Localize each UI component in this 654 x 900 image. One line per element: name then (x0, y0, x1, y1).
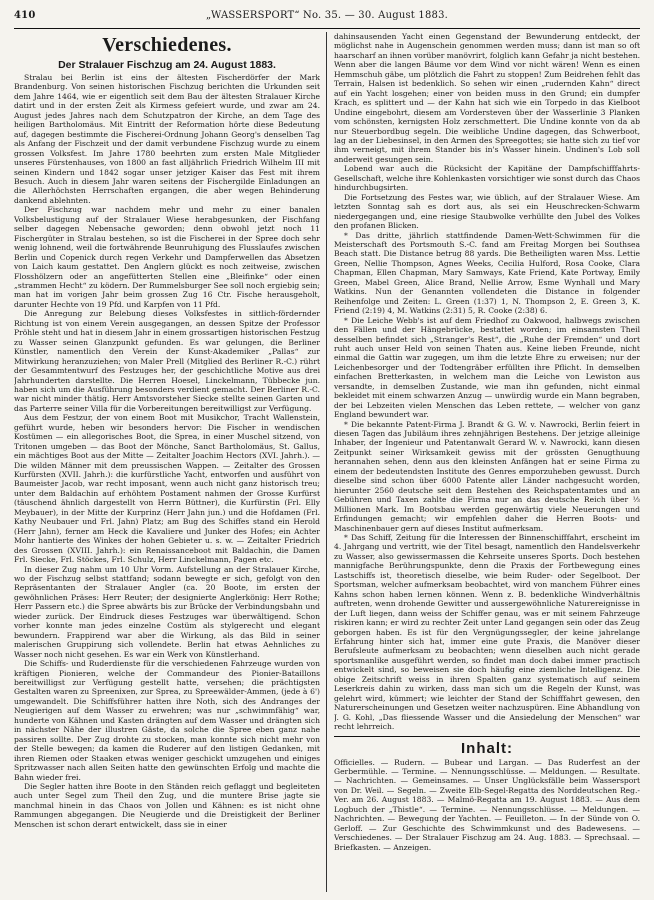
right-column (334, 32, 640, 892)
paragraph: dahinsausenden Yacht einen Gegenstand der Bewunderung entdeckt, der möglichst nahe in Augenschein genommen werden muss; dann ist man so oft haarscharf an ihnen vorüber manövrirt, folglich kann Gefahr ja nicht bestehen. Wenn aber die langen Bäume vor dem Wind vor nicht wären! Wenn es einen Hemmschuh gäbe, um plötzlich die Fahrt zu stoppen! Zum Beidrehen fehlt das Terrain, Halsen ist bedenklich. So sehen wir einen „rudernden Kahn“ direct auf ein Yacht losgehen; einer von beiden muss in den Grund; ein dumpfer Krach, es splittert und — der Kahn hat sich wie ein Torpedo in das Kielboot Undine eingebohrt, diesem am Vordersteven über der Wasserlinie 3 Planken vom schönsten, kernigsten Holz zerschmettert. Die Undine konnte von da ab nur Steuerbordbug segeln. Die weibliche Undine dagegen, das Schwerboot, lag an der Liebesinsel, in den Armen des Spreegottes; sie hatte sich zu tief vor ihm verneigt, mit ihrem Stander bis in's Wasser hinein. Undinen's Lob soll anderweit gesungen sein. (334, 32, 640, 164)
paragraph: Der Fischzug war nachdem mehr und mehr zu einer banalen Volksbelustigung auf der Stralauer Wiese herabgesunken, der Fischfang selber dagegen Nebensache geworden; denn obwohl jetzt noch 11 Fischergüter in Stralau bestehen, so ist die Fischerei in der Spree doch sehr wenig lohnend, weil die fortwährende Beunruhigung des Flusslaufes zwischen Berlin und Copenick durch regen Verkehr und Dampferwellen das Absetzen von Laich kaum gestattet. Den Anglern glückt es noch zeitweise, zwischen Flosshölzern oder an angefütterten Stellen eine „Bleifinke“ oder einen „strammen Hecht“ zu ködern. Der Rummelsburger See soll noch ergiebig sein; man hat im vorigen Jahr beim grossen Zug 16 Ctr. Fische herausgeholt, darunter Hechte von 19 Pfd. und Karpfen von 11 Pfd. (14, 205, 320, 309)
paragraph: Die Schiffs- und Ruderdienste für die verschiedenen Fahrzeuge wurden von kräftigen Pionieren, welche der Commandeur des Pionier-Bataillons bereitwilligst zur Verfügung gestellt hatte, versehen; die prächtigsten Gestalten waren zu Spreenixen, zur Sprea, zu Spreewälder-Ammen, (jede à 6') umgewandelt. Die Schiffsführer hatten ihre Noth, sich des Andranges der Neugierigen auf dem Wasser zu erwehren; was nur „schwimmfähig“ war, hunderte von Kähnen und Kasten drängten auf dem Wasser und drängten sich in nächster Nähe der illustren Gäste, da solche die Spree eben ganz nahe passiren sollte. Der Zug drohte zu stocken, man konnte sich nicht mehr von der Stelle bewegen; da kamen die Ruderer auf den listigen Gedanken, mit ihren Riemen oder Staaken etwas weniger geschickt umzugehen und einiges Spritzwasser nach allen Seiten hatte den gewünschten Erfolg und machte die Bahn wieder frei. (14, 659, 320, 782)
paragraph: Aus dem Festzur, der von einem Boot mit Musikchor, Tracht Wallenstein, geführt wurde, heben wir besonders hervor: Die Fischer in wendischen Kostümen — ein allegorisches Boot, die Sprea, in einer Muschel sitzend, von Tritonen umgeben — das Boot der Mönche, Sanct Bartholomäus, St. Gallus, ein mächtiges Boot aus der Mitte — Zeitalter Joachim Hectors (XVI. Jahrh.). — Die wilden Männer mit dem preussischen Wappen. — Zeitalter des Grossen Kurfürsten (XVII. Jahrh.): die kurfürstliche Yacht, entworfen und ausführt von Baumeister Jacob, war recht imposant, wenn auch nicht ganz historisch treu; unter dem Baldachin auf erhöhtem Postament nahmen der Grosse Kurfürst (täuschend ähnlich dargestellt von Herrn Büttner), die Kurfürstin (Frl. Elly Meybauer), in der Mitte der Kurprinz (Herr Jahn jun.) und die Hofdamen (Frl. Kathy Neubauer und Frl. Jahn) Platz; am Bug des Schiffes stand ein Herold (Herr Jahn), ferner am Heck die Kavaliere und Junker des Hofes; ein Achter Mohr hantierte des Winkes der hohen Gebieter u. s. w. — Zeitalter Friedrich des Grossen (XVIII. Jahrh.): ein Renaissanceboot mit Baldachin, die Damen Frl. Siecke, Frl. Stöckes, Frl. Schulz, Herr Linckelmann, Pagen etc. (14, 413, 320, 565)
page-number: 410 (14, 10, 36, 21)
paragraph: In dieser Zug nahm um 10 Uhr Vorm. Aufstellung an der Stralauer Kirche, wo der Fischzug selbst stattfand; sodann bewegte er sich, gefolgt von den Repräsentanten der Stralauer Angler (ca. 20 Boote, im ersten der gewöhnlichen Präses: Herr Reuter; der designierte Anglerkönig: Herr Rothe; Herr Passern etc.) die Spree abwärts bis zur Brücke der Verbindungsbahn und wieder zurück. Der Eindruck dieses Festzuges war überwältigend. Schon vorher konnte man jedes einzelne Costüm als stylgerecht und elegant bewundern. Frappirend war aber die Wirkung, als das Bild in seiner malerischen Gruppirung sich vollendete. Berlin hat etwas Aehnliches zu Wasser noch nicht gesehen. Es war ein Werk von Künstlerhand. (14, 564, 320, 659)
paragraph: Die Segler hatten ihre Boote in den Ständen reich geflaggt und begleiteten auch unter Segel zum Theil den Zug, und die muntere Brise jagte sie manchmal hinein in das Chaos von Jollen und Kähnen: es ist nicht ohne Rammungen abgegangen. Die Neugierde und die Dreistigkeit der Berliner Menschen ist schon derart entwickelt, dass sie in einer (14, 781, 320, 829)
table-of-contents (334, 736, 640, 853)
article-subtitle: Der Stralauer Fischzug am 24. August 1883. (58, 59, 276, 71)
paragraph: Die Anregung zur Belebung dieses Volksfestes in sittlich-fördernder Richtung ist von einem Verein ausgegangen, an dessen Spitze der Professor Pröhle steht und hat in diesem Jahr in einem grossartigen historischen Festzug zu Wasser seinen Glanzpunkt gefunden. Es war gelungen, die Berliner Künstler, namentlich den Verein der Kunst-Akademiker „Pallas“ zur Mitwirkung heranzuziehen; von Maler Prell (Mitglied des Berliner R.-C.) rührt der Gesammtentwurf des Festzuges her, der geschichtliche Motive aus drei Jahrhunderten darstellte. Die Herren Hoesel, Linckelmann, Tübbecke jun. haben sich um die Ausführung besonders verdient gemacht. Der Berliner R.-C. war nicht minder thätig. Herr Amtsvorsteher Siecke stellte seinen Garten und das Parterre seiner Villa für die Vorbereitungen bereitwilligst zur Verfügung. (14, 309, 320, 413)
column-divider (326, 32, 327, 892)
news-item: * Die Leiche Webb's ist auf dem Friedhof zu Oakwood, halbwegs zwischen den Fällen und der Hängebrücke, bestattet worden; im einsamsten Theil desselben befindet sich „Stranger's Rest“, die „Ruhe der Fremden“ und dort ruht auch unser Held von seinen Thaten aus. Keine lieben Freunde, nicht einmal die Gattin war zugegen, um ihm die letzte Ehre zu erweisen; nur der Leichenbesorger und der Todtengräber erfüllten ihre Pflicht. In demselben einfachen Bretterkasten, in welchem man die Leiche von Lewiston aus versandte, in demselben Zustande, wie man ihn gefunden, nicht einmal bekleidet mit einem schwarzen Anzug — unwürdig wurde ein Mann begraben, der bei Lebzeiten vielen Menschen das Leben rettete, — welcher von ganz England bewundert war. (334, 315, 640, 420)
paragraph: Lobend war auch die Rücksicht der Kapitäne der Dampfschifffahrts-Gesellschaft, welche ihre Kohlenkasten vorsichtiger wie sonst durch das Chaos hindurchbugsirten. (334, 164, 640, 193)
masthead: „WASSERSPORT“ No. 35. — 30. August 1883. (205, 10, 449, 21)
page-header (14, 10, 640, 28)
contents-text: Officielles. — Rudern. — Bubear und Largan. — Das Ruderfest an der Gerbermühle. — Termine. — Nennungsschlüsse. — Meldungen. — Resultate. — Nachrichten. — Gemeinsames. — Unser Unglücksfälle beim Wassersport von Dr. Weil. — Segeln. — Zweite Elb-Segel-Regatta des Norddeutschen Reg.-Ver. am 26. August 1883. — Malmö-Regatta am 19. August 1883. — Aus dem Logbuch der „Thistle“. — Termine. — Nennungsschlüsse. — Meldungen. — Nachrichten. — Bewegung der Yachten. — Feuilleton. — In der Sünde von O. Gerloff. — Zur Geschichte des Schwimmkunst und des Badewesens. — Verschiedenes. — Der Stralauer Fischzug am 24. Aug. 1883. — Sprechsaal. — Briefkasten. — Anzeigen. (334, 757, 640, 852)
news-item: * Das Schiff, Zeitung für die Interessen der Binnenschifffahrt, erscheint im 4. Jahrgang und vertritt, wie der Titel besagt, namentlich den Handelsverkehr zu Wasser, also gewissermassen die Kehrseite unseres Sports. Doch bestehen mannigfache Berührungspunkte, denn die Praxis der Fortbewegung eines Lastschiffs ist, theoretisch dieselbe, wie beim Ruder- oder Segelboot. Der Sportsman, welcher aufmerksam beobachtet, wird von manchem Führer eines Kahns schon haben lernen können. Wenn z. B. bedenkliche Windverhältnis auftreten, wenn drohende Gewitter und aussergewöhnliche Naturereignisse in der Luft liegen, dann weiss der Schiffer genau, was er mit seinem Fahrzeuge riskiren kann; er wird zu rechter Zeit unter Land gegangen sein oder das Zeug geborgen haben. Es ist für den Vergnügungssegler, der keine jahrelange Erfahrung hinter sich hat, immer eine gute Praxis, die Manöver dieser Berufsleute aufmerksam zu beobachten; wenn dieselben auch nicht gerade sportsmanlike ausgeführt werden, so findet man doch dabei immer practisch entwickelt sind, so beweisen sie doch häufig eine ziemliche Intelligenz. Die obige Zeitschrift weiss in ihren Spalten ganz systematisch auf seinem Leserkreis dahin zu wirken, dass man sich um die Regeln der Kunst, was gelehrt wird, kümmert; wie leichter der Stand der Schifffahrt gewesen, den Naturerscheinungen und Gesetzen weiter nachzuspüren. Eine Abhandlung von J. G. Kohl, „Das fliessende Wasser und die Ansiedelung der Menschen“ war recht lehrreich. (334, 533, 640, 732)
contents-title: Inhalt: (461, 739, 513, 757)
paragraph: Die Fortsetzung des Festes war, wie üblich, auf der Stralauer Wiese. Am letzten Sonntag sah es dort aus, als sei ein Heuschrecken-Schwarm niedergegangen und, eine riesige Staubwolke verhüllte den Jubel des Volkes den profanen Blicken. (334, 192, 640, 231)
paragraph: Stralau bei Berlin ist eins der ältesten Fischerdörfer der Mark Brandenburg. Von seinen historischen Fischzug berichten die Urkunden seit dem Jahre 1464, wie er eigentlich seit dem Bau der ältesten Stralauer Kirche datirt und in der ersten Zeit als Kirmess gefeiert wurde, und zwar am 24. August jedes Jahres nach dem Schutzpatron der Kirche, an dem Tage des heiligen Bartholomäus. Mit Eintritt der Reformation hörte diese Bedeutung auf, dagegen bestimmte die Fischerei-Ordnung Johann Georg's denselben Tag als Anfang der Fischzeit und der damit verbundene Fischzug wurde zu einem grossen Volksfest. Im Jahre 1780 beehrten zum ersten Male Mitglieder unseres Fürstenhauses, von 1800 an fast alljährlich Friedrich Wilhelm III mit seinen Kindern und 1842 sogar unser jetziger Kaiser das Fest mit ihrem Besuch. Auch in diesem Jahr waren seitens der Fischergilde Einladungen an die Allerhöchsten Herrschaften ergangen, die aber wegen Behinderung dankend ablehnten. (14, 73, 320, 205)
news-item: * Die bekannte Patent-Firma J. Brandt & G. W. v. Nawrocki, Berlin feiert in diesen Tagen das Jubiläum ihres zehnjährigen Bestehens. Der jetzige alleinige Inhaber, der Ingenieur und Patentanwalt Gerard W. v. Nawrocki, kann diesen Zeitpunkt seiner Wirksamkeit gewiss mit der grössten Genugthuung herannahen sehen, denn aus den kleinsten Anfängen hat er seine Firma zu einem der bedeutendsten Institute des Genres emporzuheben gewusst. Durch dieselbe sind schon über 6000 Patente aller Länder nachgesucht worden, hierunter 2560 deutsche seit dem Bestehen des Reichspatentamtes und an Gebühren und Taxen zahlte die Firma nur an das deutsche Reich über ⅓ Millionen Mark. Im Bootsbau werden gegenwärtig viele Neuerungen und Erfindungen gemacht; wir empfehlen daher die Herren Boots- und Maschinenbauer gern auf dieses Institut aufmerksam. (334, 419, 640, 533)
news-item: * Das dritte, jährlich stattfindende Damen-Wett-Schwimmen für die Meisterschaft des Portsmouth S.-C. fand am Freitag Morgen bei Southsea Beach statt. Die Distance betrug 88 yards. Die Betheiligten waren Mss. Lettie Green, Nellie Thompson, Agnes Weeks, Cecilia Hulford, Rosa Cooke, Clara Chapman, Ellen Chapman, Mary Samways, Kate Friend, Kate Portway, Emily Green, Mabel Green, Alice Brand, Nellie Arrow, Esme Wynhall und Mary Watkins. Nun der Genannten vollendeten die Distance in folgender Reihenfolge und Zeiten: L. Green (1:37) 1, N. Thompson 2, E. Green 3, K. Friend (2:19) 4, M. Watkins (2:31) 5, R. Cooke (2:38) 6. (334, 230, 640, 316)
left-column (14, 32, 320, 892)
section-title: Verschiedenes. (102, 34, 232, 56)
header-rule (14, 28, 640, 29)
